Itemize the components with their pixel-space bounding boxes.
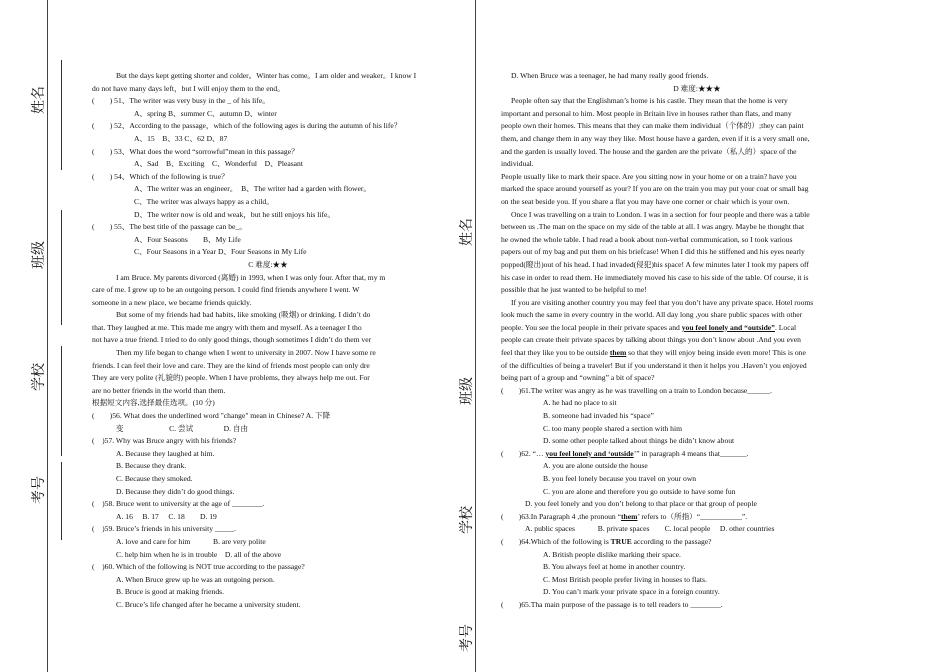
binding-line-mid: [475, 0, 476, 672]
text-run: people. You see the local people in their private spaces and: [501, 322, 682, 332]
passage-line: care of me. I grew up to be an outgoing person. I could find friends anywhere I went. W: [92, 285, 360, 295]
option-60-c: C. Bruce’s life changed after he became a university student.: [116, 599, 301, 609]
option-54-c: C、The writer was always happy as a child。: [134, 196, 274, 206]
passage-line: Then my life began to change when I went to university in 2007. Now I have some re: [116, 348, 376, 358]
options-58: A. 16 B. 17 C. 18 D. 19: [116, 511, 217, 521]
text-run: so that they will enjoy being inside even more! This is one: [626, 348, 806, 358]
passage-line: People usually like to mark their space. Are you sitting now in your home or on a train? have you: [501, 171, 797, 181]
text-run: according to the passage?: [631, 536, 712, 546]
question-51: ( ) 51、The writer was very busy in the _ of his life。: [92, 96, 270, 106]
text-run: . Local: [774, 322, 797, 332]
exam-no-label-mid: 考号: [460, 624, 475, 652]
passage-line: If you are visiting another country you may feel that you don’t have any private space. Hotel rooms: [511, 297, 814, 307]
passage-line: people can create their private spaces by talking about things you don’t know about .And you even: [501, 335, 801, 345]
passage-line: They are very polite (礼貌的) people. When I have problems, they always help me out. For: [92, 373, 370, 383]
passage-line: [501, 322, 893, 335]
options-63: A. public spaces B. private spaces C. local people D. other countries: [525, 524, 775, 534]
question-61: ( )61.The writer was angry as he was travelling on a train to London because______.: [501, 385, 772, 395]
options-56: 变 C. 尝试 D. 自由: [116, 423, 249, 433]
option-60-b: B. Bruce is good at making friends.: [116, 587, 224, 597]
option-61-d: D. some other people talked about things he didn’t know about: [543, 436, 735, 446]
question-54: ( ) 54、Which of the following is true？: [92, 171, 229, 181]
option-62-c: C. you are alone and therefore you go outside to have some fun: [543, 486, 736, 496]
question-57: ( )57. Why was Bruce angry with his friends?: [92, 436, 237, 446]
passage-line: I am Bruce. My parents divorced (离婚) in 1993, when I was only four. After that, my m: [116, 272, 386, 282]
question-60: ( )60. Which of the following is NOT true according to the passage?: [92, 562, 305, 572]
option-60-a: A. When Bruce grew up he was an outgoing person.: [116, 574, 275, 584]
passage-line: being part of a group and “owning” a bit of space?: [501, 373, 655, 383]
passage-line: [501, 347, 893, 360]
option-64-b: B. You always feel at home in another country.: [543, 562, 686, 572]
school-underline-left: [61, 346, 62, 456]
passage-line: of the difficulties of being a traveler! But if you understand it then it helps you .Haven’t you enjoyed: [501, 360, 807, 370]
passage-line: are no better friends in the world than them.: [92, 385, 226, 395]
passage-line: But some of my friends had bad habits, like smoking (吸烟) or drinking. I didn’t do: [116, 310, 371, 320]
options-51: A、spring B、summer C、autumn D、winter: [134, 108, 277, 118]
underlined-word: them: [609, 348, 627, 358]
option-55-cd: C、Four Seasons in a Year D、Four Seasons in My Life: [134, 247, 307, 257]
option-57-a: A. Because they laughed at him.: [116, 448, 215, 458]
option-55-ab: A、Four Seasons B、My Life: [134, 234, 241, 244]
question-64: [501, 536, 893, 549]
option-61-b: B. someone had invaded his “space”: [543, 411, 654, 421]
option-62-d: D. you feel lonely and you don’t belong to that place or that group of people: [525, 499, 757, 509]
underlined-word: them: [621, 511, 638, 521]
question-58: ( )58. Bruce went to university at the age of ________.: [92, 499, 265, 509]
school-label-left: 学校: [32, 363, 47, 391]
text-run: feel that they like you to be outside: [501, 348, 610, 358]
right-column: [501, 70, 893, 612]
passage-line: people own their homes. This means that they can make them individual（个体的）;they can paint: [501, 121, 804, 131]
passage-line: and the garden is usually loved. The house and the garden are the private（私人的）space of the: [501, 146, 797, 156]
options-52: A、15 B、33 C、62 D、87: [134, 133, 228, 143]
option-54-ab: A、The writer was an engineer。 B、The writer had a garden with flower。: [134, 184, 372, 194]
left-column: [92, 70, 444, 612]
passage-line: look much the same in every country in the world. All day long ,you share public spaces with other: [501, 310, 803, 320]
passage-line: friends. I can feel their love and care. They are the kind of friends most people can only dre: [92, 360, 370, 370]
option-57-d: D. Because they didn’t do good things.: [116, 486, 235, 496]
class-label-mid: 班级: [460, 377, 475, 405]
option-59-ab: A. love and care for him B. are very polite: [116, 536, 266, 546]
passage-line: marked the space around yourself as your? If you are on the train you may put your coat or small bag: [501, 184, 809, 194]
passage-line: someone in a new place, we became friends quickly.: [92, 297, 252, 307]
option-54-d: D、The writer now is old and weak，but he still enjoys his life。: [134, 209, 335, 219]
question-65: ( )65.Tha main purpose of the passage is to tell readers to ________.: [501, 599, 723, 609]
name-label-left: 姓名: [32, 86, 47, 114]
passage-line: popped(瞪出)out of his head. I had invaded(侵犯)his space! A few minutes later I took my papers off: [501, 259, 809, 269]
question-53: ( ) 53、What does the word “sorrowful”mean in this passage？: [92, 146, 299, 156]
passage-line: not have a true friend. I tried to do only good things, though sometimes I didn’t do them ver: [92, 335, 372, 345]
option-61-c: C. too many people shared a section with him: [543, 423, 682, 433]
passage-line: his case in order to read them. He immediately moved his case to his side of the table. Of course, it is: [501, 272, 809, 282]
option-62-a: A. you are alone outside the house: [543, 461, 648, 471]
exam-no-label-left: 考号: [32, 476, 47, 504]
option-61-a: A. he had no place to sit: [543, 398, 617, 408]
name-label-mid: 姓名: [460, 218, 475, 246]
passage-line: important and personal to him. Most people in Britain live in houses rather than flats, and many: [501, 108, 792, 118]
text-run: ( )63.In Paragraph 4 ,the pronoun “: [501, 511, 621, 521]
option-64-a: A. British people dislike marking their space.: [543, 549, 681, 559]
bold-word: TRUE: [610, 536, 632, 546]
option-64-c: C. Most British people prefer living in houses to flats.: [543, 574, 707, 584]
question-52: ( ) 52、According to the passage，which of the following ages is during the autumn of his life？: [92, 121, 402, 131]
passage-line: he owned the whole table. I had read a book about non-verbal communication, so I took various: [501, 234, 793, 244]
passage-line: papers out of my bag and put them on his briefcase! When I did this he stiffened and his eyes nearly: [501, 247, 805, 257]
option-59-cd: C. help him when he is in trouble D. all of the above: [116, 549, 282, 559]
text-run: ( )62. “…: [501, 448, 546, 458]
text-run: ’ refers to（所指）“___________”.: [637, 511, 748, 521]
passage-line: Once I was travelling on a train to London. I was in a section for four people and there was a table: [511, 209, 810, 219]
option-60-d: D. When Bruce was a teenager, he had many really good friends.: [511, 71, 709, 80]
question-56: ( )56. What does the underlined word "change" mean in Chinese? A. 下降: [92, 411, 331, 421]
instructions: 根据短文内容,选择最佳选项。(10 分): [92, 398, 215, 408]
option-57-c: C. Because they smoked.: [116, 474, 193, 483]
text-line: do not have many days left，but I will enjoy them to the end。: [92, 83, 285, 93]
question-55: ( ) 55、The best title of the passage can be_。: [92, 222, 247, 232]
question-63: [501, 511, 893, 524]
exam-no-underline-left: [61, 462, 62, 540]
passage-line: on the seat beside you. If you share a flat you may have one corner or chair which is your own.: [501, 196, 790, 206]
section-c-heading: C 难度:★★: [248, 259, 288, 269]
question-62: [501, 448, 893, 461]
passage-line: People often say that the Englishman’s home is his castle. They mean that the home is very: [511, 96, 788, 106]
class-underline-left: [61, 210, 62, 325]
text-run: ( )64.Which of the following is: [501, 536, 611, 546]
passage-line: between us .The man on the space on my side of the table at all. I was angry. Maybe he thought that: [501, 222, 805, 232]
question-59: ( )59. Bruce’s friends in his university _____.: [92, 524, 236, 534]
passage-line: that. They laughed at me. This made me angry with them and myself. As a teenager I tho: [92, 322, 362, 332]
option-64-d: D. You can’t mark your private space in a foreign country.: [543, 587, 720, 597]
option-57-b: B. Because they drank.: [116, 461, 187, 471]
section-d-heading: D 难度:★★★: [673, 83, 721, 93]
passage-line: individual.: [501, 159, 534, 169]
options-53: A、Sad B、Exciting C、Wonderful D、Pleasant: [134, 159, 303, 169]
text-run: ’” in paragraph 4 means that_______.: [633, 448, 749, 458]
passage-line: possible that he just wanted to be helpful to me!: [501, 285, 647, 295]
school-label-mid: 学校: [460, 506, 475, 534]
passage-line: them, and change them in any way they like. Most house have a garden, even if it is a very small one,: [501, 133, 810, 143]
name-underline-left: [61, 60, 62, 170]
class-label-left: 班级: [32, 241, 47, 269]
underlined-phrase: you feel lonely and ‘outside: [545, 448, 634, 458]
underlined-phrase: you feel lonely and “outside”: [681, 322, 775, 332]
option-62-b: B. you feel lonely because you travel on your own: [543, 474, 697, 483]
text-line: But the days kept getting shorter and colder。Winter has come。I am older and weaker。I know I: [116, 71, 417, 80]
